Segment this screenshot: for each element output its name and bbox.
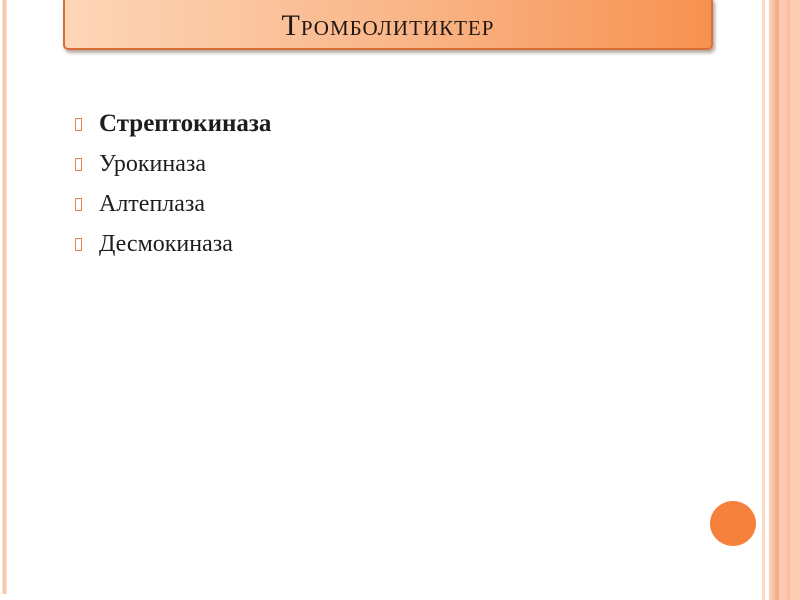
decorative-stripe [762,0,765,600]
list-item-label: Десмокиназа [99,230,233,257]
bullet-box-icon [75,238,82,251]
right-border-stripes [762,0,800,600]
decorative-stripe [790,0,800,600]
slide-title: Тромболитиктер [281,9,495,42]
bullet-box-icon [75,158,82,171]
bullet-box-icon [75,118,82,131]
slide-title-box [63,0,713,50]
list-item-label: Урокиназа [99,150,207,177]
bullet-box-icon [75,198,82,211]
list-item-label: Стрептокиназа [99,110,272,137]
list-item [75,224,271,264]
list-item [75,104,271,144]
orange-circle-decoration [710,501,756,546]
list-item [75,184,271,224]
bullet-list [75,104,271,264]
list-item [75,144,271,184]
list-item-label: Алтеплаза [99,190,206,217]
decorative-stripe [779,0,787,600]
left-border-stripe [2,0,7,594]
